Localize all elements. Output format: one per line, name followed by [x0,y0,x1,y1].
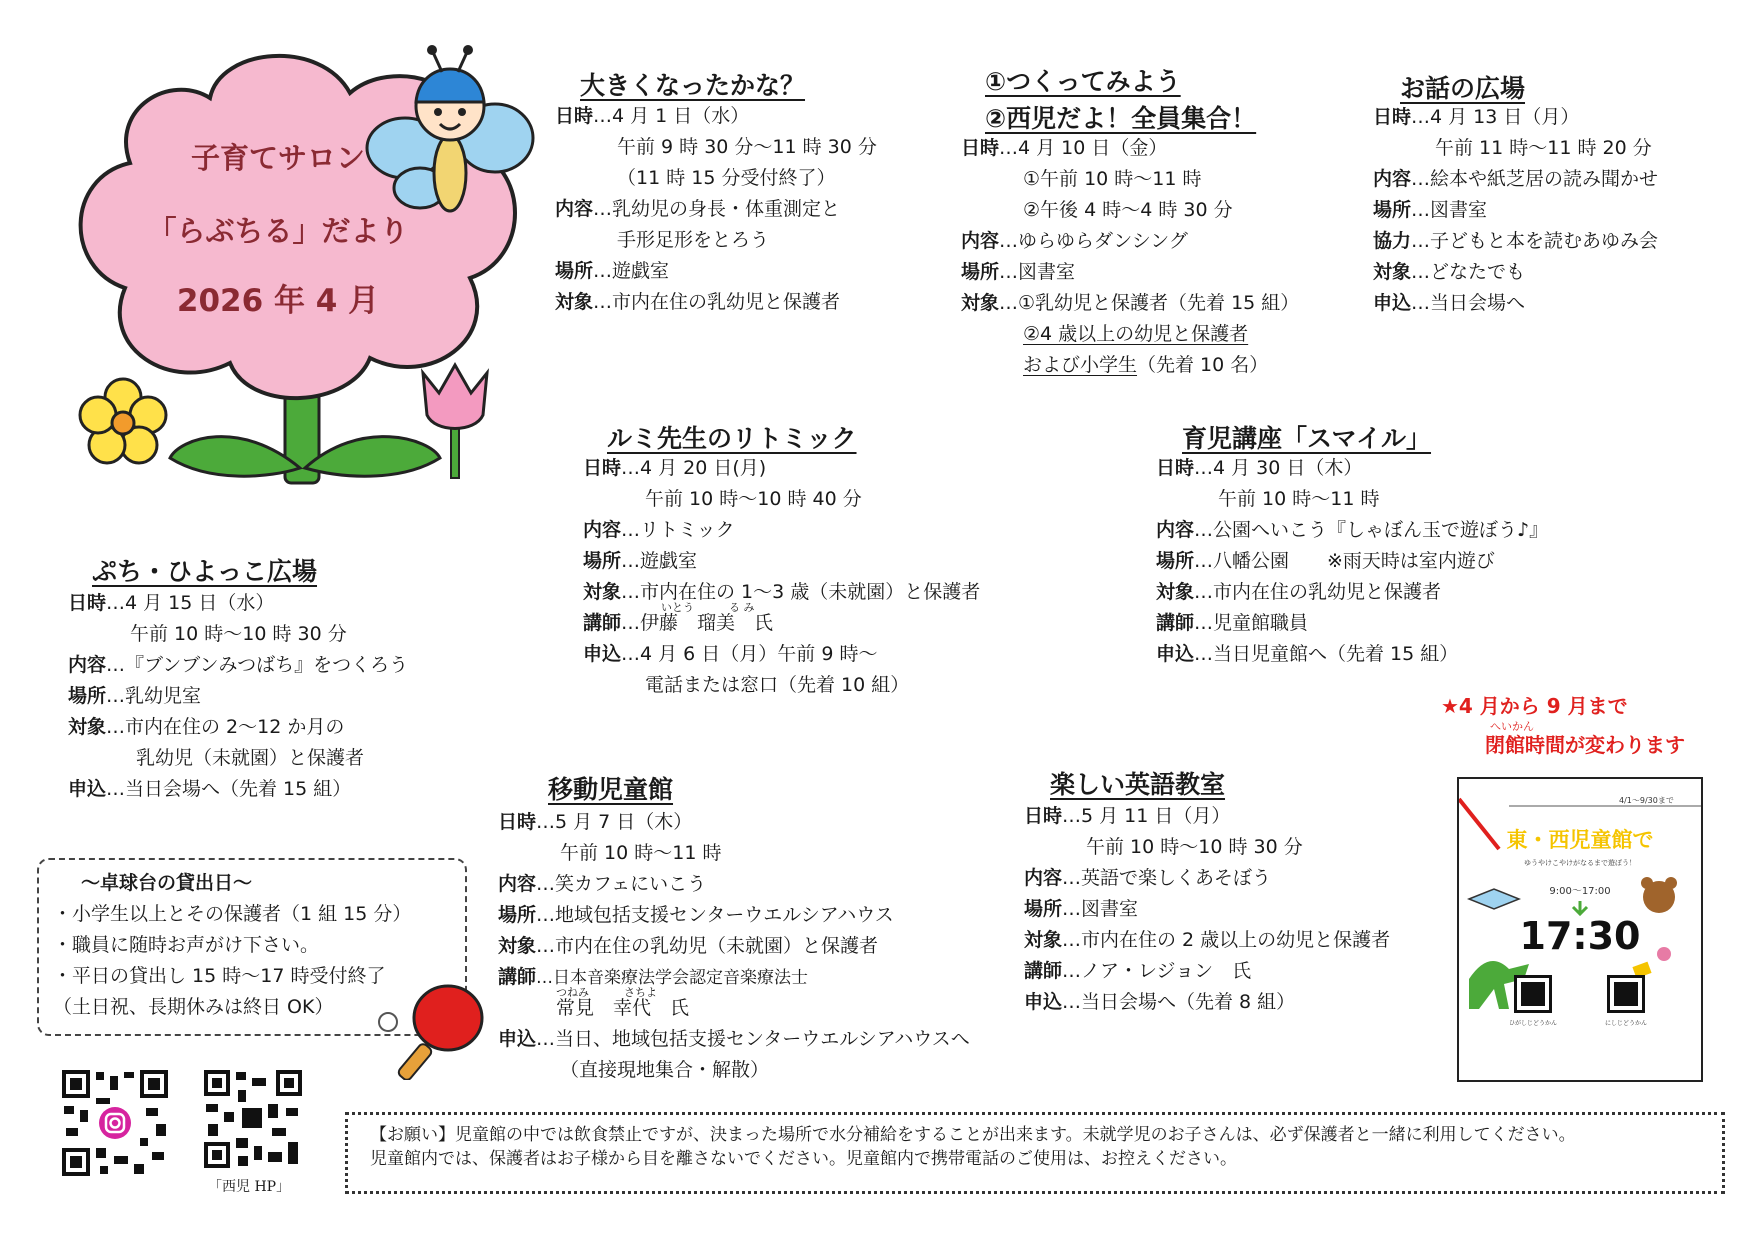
info-row: 午前 10 時～10 時 30 分 [130,623,347,645]
info-row: 日時…5 月 11 日（月） [1024,805,1231,827]
section-title-rythmic: ルミ先生のリトミック [607,424,857,453]
poster-top-note: 4/1～9/30まで [1619,796,1674,805]
poster-qr-label-left: ひがしじどうかん [1508,1020,1558,1027]
instagram-qr-code[interactable] [60,1068,170,1178]
info-row: 内容…乳幼児の身長・体重測定と [555,198,841,220]
instagram-icon [99,1107,131,1139]
section-title-tsukutte-1: ①つくってみよう [985,67,1181,96]
info-row: 場所…図書室 [1024,898,1139,920]
info-row: 乳幼児（未就園）と保護者 [136,747,365,769]
info-row: 日時…4 月 15 日（水） [68,592,275,614]
info-row: 午前 10 時～11 時 [1218,488,1380,510]
info-row: 日時…4 月 20 日(月) [583,457,767,479]
info-row: 内容…『ブンブンみつばち』をつくろう [68,654,409,676]
poster-big-time: 17:30 [1519,914,1641,958]
notice-line-1: 【お願い】児童館の中では飲食禁止ですが、決まった場所で水分補給をすることが出来ます。未就学児のお子さんは、必ず保護者と一緒に利用してください。 [370,1125,1576,1145]
info-row: 内容…笑カフェにいこう [498,873,707,895]
section-title-smile: 育児講座「スマイル」 [1182,424,1432,453]
info-row: 場所…地域包括支援センターウエルシアハウス [498,904,894,926]
info-row: ②午後 4 時～4 時 30 分 [1023,199,1233,221]
poster-art [1459,779,1701,1080]
info-row: 場所…遊戯室 [555,260,670,282]
info-row: 日時…4 月 1 日（水） [555,105,750,127]
list-item: ・職員に随時お声がけ下さい。 [53,934,320,956]
ruby-text: つねみ [556,986,589,999]
ruby-text: さちよ [624,986,657,999]
info-row: 協力…子どもと本を読むあゆみ会 [1373,230,1659,252]
info-row: 講師…児童館職員 [1156,612,1309,634]
section-title-eigo: 楽しい英語教室 [1050,770,1226,799]
notice-box [345,1112,1725,1194]
info-row: 電話または窓口（先着 10 組） [645,674,910,696]
nishiji-hp-qr-code[interactable] [202,1068,304,1170]
info-row: 内容…英語で楽しくあそぼう [1024,867,1272,889]
ruby-text: る み [729,601,755,614]
section-ohanashi [1373,102,1658,319]
info-row: 場所…図書室 [961,261,1076,283]
list-item: ・平日の貸出し 15 時～17 時受付終了 [53,965,386,987]
closing-ruby: へいかん [1490,720,1534,733]
info-row: 午前 10 時～10 時 30 分 [1086,836,1303,858]
info-row: 申込…当日会場へ（先着 15 組） [68,778,352,800]
info-row: 手形足形をとろう [617,229,770,251]
closing-change-line2: 閉館時間が変わります [1485,733,1685,757]
notice-line-2: 児童館内では、保護者はお子様から目を離さないでください。児童館内で携帯電話のご使用は、お控えください。 [370,1149,1237,1169]
info-row: および小学生（先着 10 名） [1023,354,1269,376]
section-hiyokko [68,588,408,805]
info-row: つねみ さちよ 常見 幸代 氏 [556,986,690,1019]
info-row: いとう る み 講師…伊藤 瑠美 氏 [583,601,774,634]
info-row: 場所…乳幼児室 [68,685,202,707]
info-row: 申込…当日児童館へ（先着 15 組） [1156,643,1459,665]
closing-time-poster [1457,777,1703,1082]
list-item: ・小学生以上とその保護者（1 組 15 分） [53,903,412,925]
yellow-flower-icon [80,379,166,463]
info-row: 講師…日本音楽療法学会認定音楽療法士 [498,966,809,988]
info-row: 午前 10 時～11 時 [560,842,722,864]
info-row: 内容…公園へいこう『しゃぼん玉で遊ぼう♪』 [1156,519,1549,541]
info-row: 場所…八幡公園 ※雨天時は室内遊び [1156,550,1495,572]
poster-headline: 東・西児童館で [1506,828,1654,852]
section-ookiku [555,101,877,318]
info-row: 場所…図書室 [1373,199,1488,221]
info-row: 申込…当日会場へ（先着 8 組） [1024,991,1296,1013]
info-row: ①午前 10 時～11 時 [1023,168,1202,190]
info-row: 日時…4 月 13 日（月） [1373,106,1580,128]
info-row: 対象…市内在住の 1～3 歳（未就園）と保護者 [583,581,981,603]
info-row: 講師…ノア・レジョン 氏 [1024,960,1252,982]
poster-subline: ゆうやけこやけがなるまで遊ぼう！ [1524,859,1636,867]
poster-times: 9:00～17:00 [1549,886,1611,897]
info-row: 午前 10 時～10 時 40 分 [645,488,862,510]
list-item: （土日祝、長期休みは終日 OK） [53,996,334,1018]
info-row: 場所…遊戯室 [583,550,698,572]
info-row: 対象…どなたでも [1373,261,1526,283]
section-tsukutte [961,133,1299,381]
info-row: 日時…5 月 7 日（木） [498,811,693,833]
section-rythmic [583,453,980,701]
section-title-ohanashi: お話の広場 [1400,74,1526,103]
info-row: 午前 11 時～11 時 20 分 [1435,137,1652,159]
info-row: （直接現地集合・解散） [560,1059,770,1081]
info-row: 申込…4 月 6 日（月）午前 9 時～ [583,643,878,665]
ruby-text: いとう [661,601,694,614]
info-row: 日時…4 月 30 日（木） [1156,457,1363,479]
info-row: 申込…当日、地域包括支援センターウエルシアハウスへ [498,1028,970,1050]
pingpong-title: ～卓球台の貸出日～ [81,872,253,894]
section-idou [498,807,970,1086]
info-row: ②4 歳以上の幼児と保護者 [1023,323,1249,345]
info-row: 内容…リトミック [583,519,735,541]
closing-change-line1: ★4 月から 9 月まで [1441,694,1628,718]
ping-pong-paddle-icon [378,980,488,1080]
section-title-ookiku: 大きくなったかな？ [580,71,806,100]
section-smile [1156,453,1548,670]
section-eigo [1024,801,1390,1018]
salon-title: 子育てサロン [190,141,366,175]
info-row: 内容…ゆらゆらダンシング [961,230,1188,252]
poster-qr-label-right: にしじどうかん [1604,1020,1648,1027]
section-title-hiyokko: ぷち・ひよっこ広場 [92,557,318,586]
qr-caption-hp: 「西児 HP」 [208,1179,291,1195]
book-icon [1469,889,1519,909]
info-row: 内容…絵本や紙芝居の読み聞かせ [1373,168,1659,190]
info-row: 午前 9 時 30 分～11 時 30 分 [617,136,877,158]
info-row: 日時…4 月 10 日（金） [961,137,1168,159]
info-row: 対象…市内在住の 2～12 か月の [68,716,345,738]
info-row: 対象…市内在住の乳幼児（未就園）と保護者 [498,935,879,957]
info-row: 対象…市内在住の 2 歳以上の幼児と保護者 [1024,929,1391,951]
newsletter-title: 「らぶちる」だより [147,214,409,248]
info-row: 申込…当日会場へ [1373,292,1526,314]
info-row: 対象…①乳幼児と保護者（先着 15 組） [961,292,1300,314]
section-title-tsukutte-2: ②西児だよ！全員集合！ [985,104,1257,133]
header-flower-illustration [60,38,560,493]
info-row: 対象…市内在住の乳幼児と保護者 [555,291,841,313]
info-row: （11 時 15 分受付終了） [617,167,836,189]
info-row: 対象…市内在住の乳幼児と保護者 [1156,581,1442,603]
section-title-idou: 移動児童館 [548,775,674,804]
issue-date: 2026 年 4 月 [176,283,380,319]
